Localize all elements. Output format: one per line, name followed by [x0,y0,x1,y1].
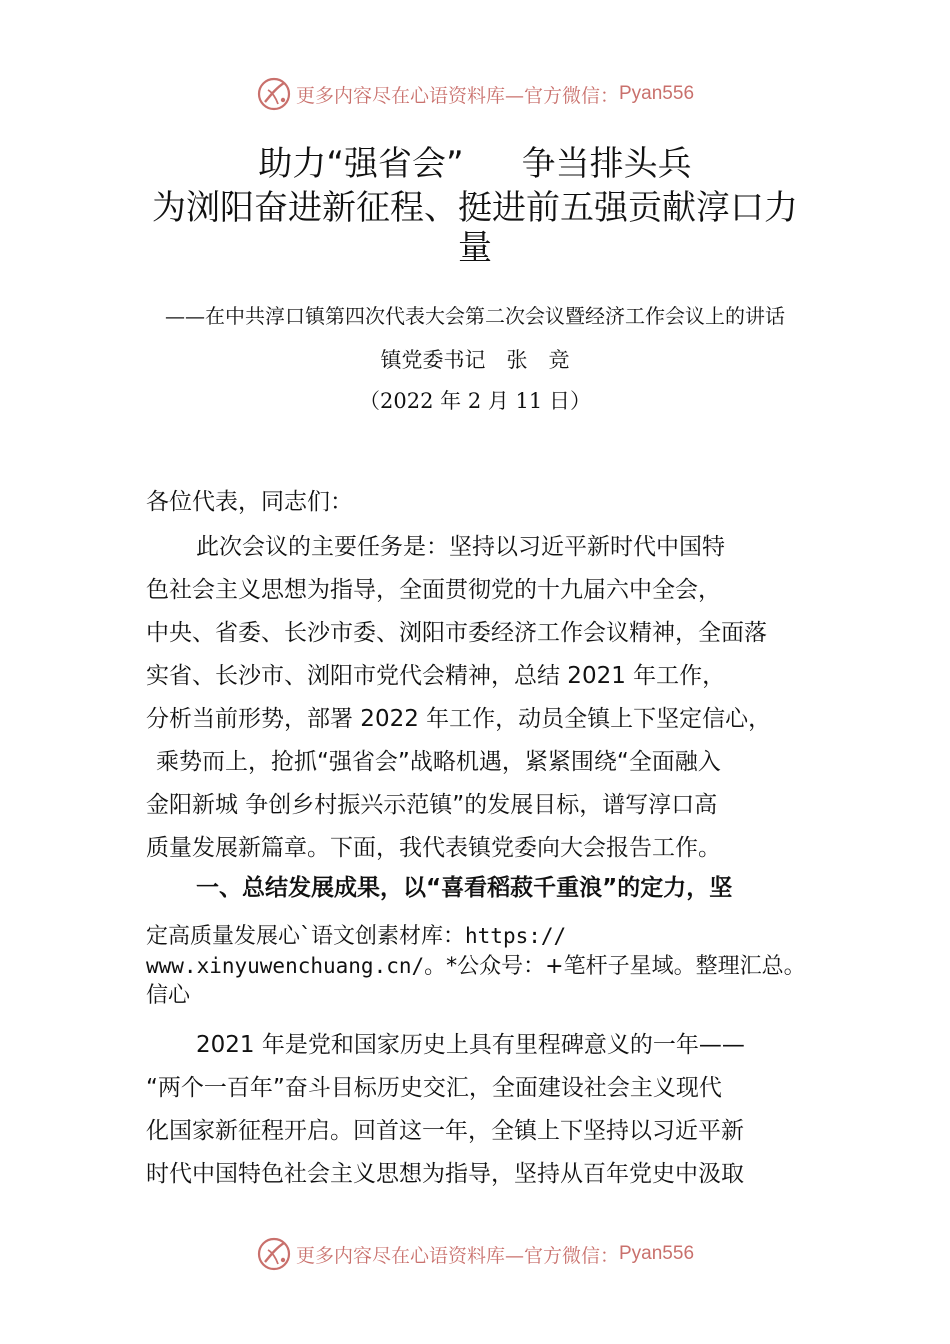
para2-line: “两个一百年”奋斗目标历史交汇，全面建设社会主义现代 [146,1075,722,1101]
para1-line: 中央、省委、长沙市委、浏阳市委经济工作会议精神，全面落 [146,620,767,646]
para1-line: 色社会主义思想为指导，全面贯彻党的十九届六中全会， [146,577,721,603]
para1-line: 金阳新城 争创乡村振兴示范镇”的发展目标，谱写淳口高 [146,792,718,818]
doc-title-line2: 为浏阳奋进新征程、挺进前五强贡献淳口力 [152,188,798,228]
doc-date: （2022 年 2 月 11 日） [359,389,591,413]
para2-line: 时代中国特色社会主义思想为指导，坚持从百年党史中汲取 [146,1161,744,1187]
watermark-wechat-id: Pyan556 [619,83,695,104]
brush-logo-icon [256,1236,292,1272]
watermark-banner-bottom [0,1232,950,1276]
para1-line: 此次会议的主要任务是：坚持以习近平新时代中国特 [196,534,725,560]
insert-line3: 信心 [146,983,191,1008]
para2-line: 化国家新征程开启。回首这一年，全镇上下坚持以习近平新 [146,1118,744,1144]
watermark-wechat-id: Pyan556 [619,1243,695,1264]
doc-speaker: 镇党委书记 张 竞 [380,348,570,372]
para1-line: 乘势而上，抢抓“强省会”战略机遇，紧紧围绕“全面融入 [156,749,721,775]
insert-line1-text: 定高质量发展心`语文创素材库： [146,924,466,949]
section-heading-1: 一、总结发展成果，以“喜看稻菽千重浪”的定力，坚 [196,875,733,901]
doc-title-line3: 量 [458,228,492,268]
doc-title-line1 [100,146,850,182]
doc-title-line1-b: 争当排头兵 [521,144,692,184]
insert-line1 [146,922,566,951]
para2-line: 2021 年是党和国家历史上具有里程碑意义的一年—— [196,1032,745,1058]
watermark-text: 更多内容尽在心语资料库—官方微信： [295,1244,619,1267]
insert-url-part2: www.xinyuwenchuang.cn/ [146,954,425,978]
salutation: 各位代表，同志们： [146,489,353,515]
brush-logo-icon [256,76,292,112]
watermark-banner-top [0,72,950,116]
watermark-text: 更多内容尽在心语资料库—官方微信： [295,84,619,107]
doc-subtitle: ——在中共淳口镇第四次代表大会第二次会议暨经济工作会议上的讲话 [165,304,785,328]
insert-line2 [146,952,806,981]
para1-line: 分析当前形势，部署 2022 年工作，动员全镇上下坚定信心， [146,706,772,732]
insert-url-part1: https:// [465,924,567,948]
para1-line: 实省、长沙市、浏阳市党代会精神，总结 2021 年工作， [146,663,726,689]
doc-title-line1-a: 助力“强省会” [258,144,464,184]
para1-line: 质量发展新篇章。下面，我代表镇党委向大会报告工作。 [146,835,721,861]
insert-line2-text: 。*公众号：+笔杆子星域。整理汇总。 [424,954,806,979]
